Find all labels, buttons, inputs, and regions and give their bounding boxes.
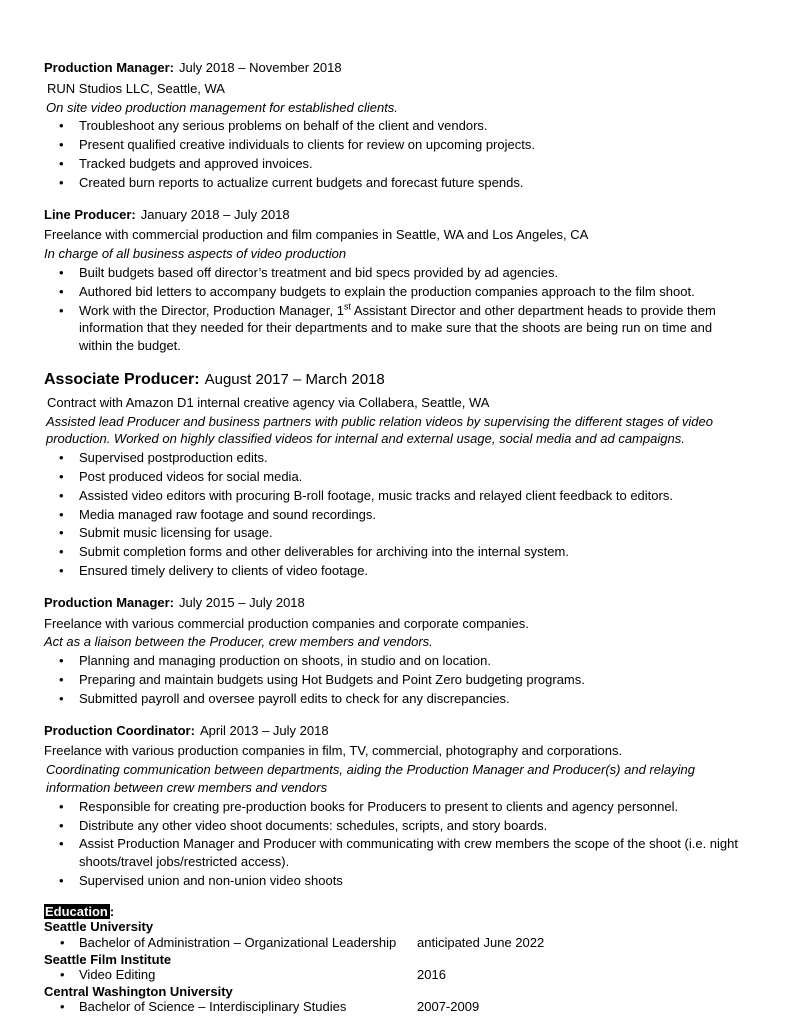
job-section-production-manager-freelance xyxy=(44,594,745,708)
job-dates: July 2015 – July 2018 xyxy=(179,594,305,610)
role-summary: In charge of all business aspects of video production xyxy=(44,246,347,262)
degree-date: anticipated June 2022 xyxy=(417,934,545,950)
bullet-item: • Present qualified creative individuals to clients for review on upcoming projects. xyxy=(44,136,745,154)
bullet-list xyxy=(44,652,745,707)
degree-name: • Bachelor of Administration – Organizational Leadership xyxy=(79,934,397,950)
bullet-item: • Post produced videos for social media. xyxy=(44,468,745,486)
bullet-text-pre: Work with the Director, Production Manager, 1 xyxy=(79,302,344,318)
job-title: Production Manager: xyxy=(44,594,175,610)
bullet-item: • Created burn reports to actualize current budgets and forecast future spends. xyxy=(44,174,745,192)
job-title: Associate Producer: xyxy=(44,370,200,388)
role-summary: On site video production management for established clients. xyxy=(46,99,398,115)
bullet-item: • Submitted payroll and oversee payroll edits to check for any discrepancies. xyxy=(44,690,745,708)
bullet-list xyxy=(44,798,745,890)
job-heading xyxy=(44,369,745,391)
bullet-item: • Built budgets based off director’s treatment and bid specs provided by ad agencies. xyxy=(44,264,745,282)
bullet-item: • Supervised postproduction edits. xyxy=(44,449,745,467)
job-heading xyxy=(44,594,745,612)
degree-name: • Bachelor of Science – Interdisciplinary Studies xyxy=(79,999,347,1015)
bullet-item: • Ensured timely delivery to clients of video footage. xyxy=(44,562,745,580)
company-line: Contract with Amazon D1 internal creative agency via Collabera, Seattle, WA xyxy=(47,394,490,410)
school-name: Seattle University xyxy=(44,919,154,935)
degree-row xyxy=(44,935,745,951)
bullet-item: • Assisted video editors with procuring B-roll footage, music tracks and relayed client feedback to editors. xyxy=(44,487,745,505)
bullet-item: • Submit music licensing for usage. xyxy=(44,524,745,542)
company-line: Freelance with various production companies in film, TV, commercial, photography and corporations. xyxy=(44,743,623,759)
job-dates: April 2013 – July 2018 xyxy=(199,722,329,738)
bullet-item: • Responsible for creating pre-production books for Producers to present to clients and agency personnel. xyxy=(44,798,745,816)
bullet-item: • Media managed raw footage and sound recordings. xyxy=(44,506,745,524)
job-dates: January 2018 – July 2018 xyxy=(140,206,290,222)
job-section-production-manager-run-studios xyxy=(44,59,745,192)
bullet-item: • Planning and managing production on shoots, in studio and on location. xyxy=(44,652,745,670)
education-heading xyxy=(44,904,745,920)
bullet-item: • Authored bid letters to accompany budgets to explain the production companies approach to the film shoot. xyxy=(44,283,745,301)
school-name: Central Washington University xyxy=(44,983,233,999)
bullet-list xyxy=(44,449,745,580)
ordinal-suffix: st xyxy=(343,301,351,312)
bullet-item: • Troubleshoot any serious problems on behalf of the client and vendors. xyxy=(44,117,745,135)
bullet-item: • Tracked budgets and approved invoices. xyxy=(44,155,745,173)
role-summary: Assisted lead Producer and business partners with public relation videos by supervising the different stages of video production. Worked on highly classified videos for internal and external usage, social media and ad campaigns. xyxy=(46,413,713,447)
bullet-item: • Assist Production Manager and Producer with communicating with crew members the scope of the shoot (i.e. night shoots/travel jobs/restricted access). xyxy=(44,835,745,871)
bullet-text-post: Assistant Director and other department heads to provide them information that they needed for their departments and to make sure that the shoots are being run on time and within the budget. xyxy=(79,302,716,354)
company-line: Freelance with various commercial production companies and corporate companies. xyxy=(44,615,529,631)
bullet-item: • Supervised union and non-union video shoots xyxy=(44,872,745,890)
bullet-item: • Submit completion forms and other deliverables for archiving into the internal system. xyxy=(44,543,745,561)
bullet-list xyxy=(44,264,745,355)
role-summary: Act as a liaison between the Producer, crew members and vendors. xyxy=(44,634,433,650)
bullet-item: • Distribute any other video shoot documents: schedules, scripts, and story boards. xyxy=(44,817,745,835)
degree-name: • Video Editing xyxy=(79,967,156,983)
job-section-production-coordinator xyxy=(44,722,745,890)
education-section xyxy=(44,904,745,1015)
education-heading-colon: : xyxy=(109,903,115,919)
degree-row xyxy=(44,999,745,1015)
school-name: Seattle Film Institute xyxy=(44,951,172,967)
bullet-list xyxy=(44,117,745,191)
job-dates: August 2017 – March 2018 xyxy=(204,370,385,388)
job-title: Production Coordinator: xyxy=(44,722,195,738)
job-heading xyxy=(44,59,745,77)
company-line: RUN Studios LLC, Seattle, WA xyxy=(47,80,225,96)
job-heading xyxy=(44,722,745,740)
job-section-associate-producer xyxy=(44,369,745,580)
bullet-item: • Preparing and maintain budgets using Hot Budgets and Point Zero budgeting programs. xyxy=(44,671,745,689)
job-heading xyxy=(44,206,745,224)
job-title: Production Manager: xyxy=(44,60,175,75)
job-title: Line Producer: xyxy=(44,206,136,222)
role-summary: Coordinating communication between departments, aiding the Production Manager and Producer(s) and relaying information between crew members and vendors xyxy=(46,762,695,795)
degree-row xyxy=(44,967,745,983)
job-dates: July 2018 – November 2018 xyxy=(179,60,342,75)
degree-date: 2016 xyxy=(417,967,446,983)
education-heading-highlight: Education xyxy=(45,903,108,919)
job-section-line-producer xyxy=(44,206,745,355)
bullet-item xyxy=(44,302,745,355)
degree-date: 2007-2009 xyxy=(417,999,480,1015)
company-line: Freelance with commercial production and film companies in Seattle, WA and Los Angeles, CA xyxy=(44,227,589,243)
